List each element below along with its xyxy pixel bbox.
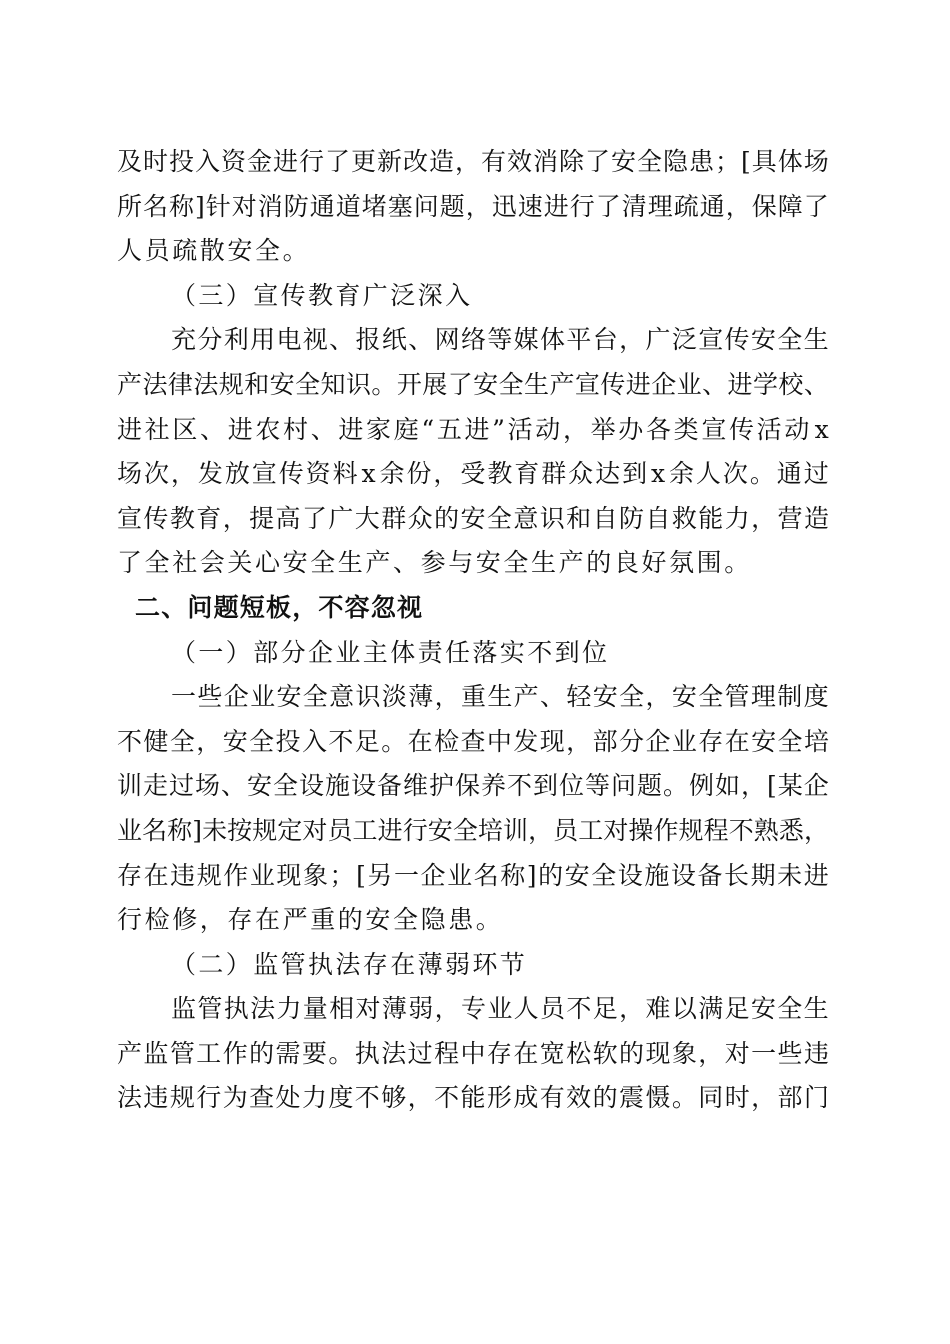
section-heading: 二、问题短板，不容忽视 [135, 592, 424, 622]
text-line: 及 时 投 入 资 金 进 行 了 更 新 改 造 ， 有 效 消 除 了 安 全 隐 患 ； [ 具 体 场 [117, 147, 829, 176]
text-line: 充 分 利 用 电 视 、 报 纸 、 网 络 等 媒 体 平 台 ， 广 泛 宣 传 安 全 生 [171, 325, 829, 355]
text-line: 存 在 违 规 作 业 现 象 ； [ 另 一 企 业 名 称 ] 的 安 全 设 施 设 备 长 期 未 进 [117, 860, 829, 890]
subsection-heading: （三）宣传教育广泛深入 [171, 280, 473, 310]
text-line: 法 违 规 行 为 查 处 力 度 不 够 ， 不 能 形 成 有 效 的 震 慑 。 同 时 ， 部 门 [117, 1083, 829, 1113]
text-line: 进 社 区 、 进 农 村 、 进 家 庭 “ 五 进 ” 活 动 ， 举 办 各 类 宣 传 活 动 x [117, 414, 829, 444]
text-line: 所 名 称 ] 针 对 消 防 通 道 堵 塞 问 题 ， 迅 速 进 行 了 清 理 疏 通 ， 保 障 了 [117, 191, 829, 221]
subsection-heading: （二）监管执法存在薄弱环节 [171, 949, 528, 979]
text-line: 产 监 管 工 作 的 需 要 。 执 法 过 程 中 存 在 宽 松 软 的 现 象 ， 对 一 些 违 [117, 1038, 829, 1068]
text-line: 一 些 企 业 安 全 意 识 淡 薄 ， 重 生 产 、 轻 安 全 ， 安 全 管 理 制 度 [171, 682, 829, 712]
document-body [117, 140, 829, 1121]
text-line: 了全社会关心安全生产、参与安全生产的良好氛围。 [117, 548, 752, 578]
text-line: 监 管 执 法 力 量 相 对 薄 弱 ， 专 业 人 员 不 足 ， 难 以 满 足 安 全 生 [171, 994, 829, 1024]
text-line: 业 名 称 ] 未 按 规 定 对 员 工 进 行 安 全 培 训 ， 员 工 对 操 作 规 程 不 熟 悉 ， [117, 815, 829, 845]
text-line: 行检修，存在严重的安全隐患。 [117, 905, 504, 935]
text-line: 宣 传 教 育 ， 提 高 了 广 大 群 众 的 安 全 意 识 和 自 防 自 救 能 力 ， 营 造 [117, 503, 829, 533]
subsection-heading: （一）部分企业主体责任落实不到位 [171, 637, 610, 667]
text-line: 场 次 ， 发 放 宣 传 资 料 x 余 份 ， 受 教 育 群 众 达 到 x 余 人 次 。 通 过 [117, 459, 829, 489]
text-line: 不 健 全 ， 安 全 投 入 不 足 。 在 检 查 中 发 现 ， 部 分 企 业 存 在 安 全 培 [117, 726, 829, 756]
text-line: 产 法 律 法 规 和 安 全 知 识 。 开 展 了 安 全 生 产 宣 传 进 企 业 、 进 学 校 、 [117, 369, 829, 399]
text-line: 人员疏散安全。 [117, 236, 311, 266]
text-line: 训 走 过 场 、 安 全 设 施 设 备 维 护 保 养 不 到 位 等 问 题 。 例 如 ， [ 某 企 [117, 771, 829, 801]
